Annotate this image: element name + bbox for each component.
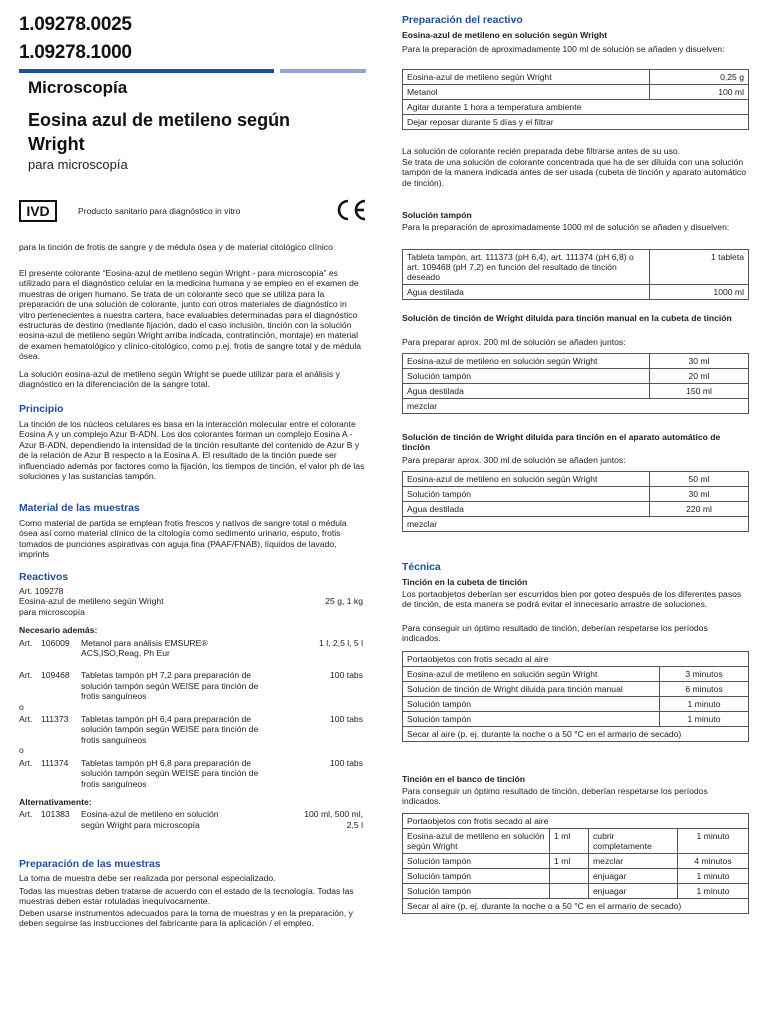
- art-number-1: 1.09278.0025: [19, 14, 132, 35]
- table-row: Eosina-azul de metileno según Wright 0,25 g: [403, 70, 749, 85]
- intro-purpose: para la tinción de frotis de sangre y de médula ósea y de material citológico clínico: [19, 242, 333, 252]
- table-row: Portaobjetos con frotis secado al aire: [403, 652, 749, 667]
- prep-reactivo-sub3: Solución de tinción de Wright diluida para tinción manual en la cubeta de tinción: [402, 313, 732, 323]
- prep-muestras-p3: Deben usarse instrumentos adecuados para la toma de muestras y en la preparación, y deben seguirse las instrucciones del fabricante para la aplicación / el empleo.: [19, 908, 353, 929]
- reagent-row: Art. 111374 Tabletas tampón pH 6,8 para preparación de solución tampón según WEISE para tinción de frotis sanguíneos 100 tabs: [19, 757, 363, 789]
- table-row: Tableta tampón, art. 111373 (pH 6,4), art. 111374 (pH 6,8) o art. 109468 (pH 7,2) en función del resultado de tinción deseado 1 tableta: [403, 250, 749, 285]
- header-rule-light: [280, 69, 366, 73]
- material-text: Como material de partida se emplean frotis frescos y nativos de sangre total o médula ósea así como material clínico de la citología como sedimento urinario, esputo, frotis tomados de punciones aspirativas con aguja fina (PAAF/FNAB), líquidos de lavado, imprints: [19, 518, 347, 560]
- prep-reactivo-heading: Preparación del reactivo: [402, 15, 523, 26]
- table-row: Solución tampón 1 ml mezclar 4 minutos: [403, 854, 749, 869]
- table-row: Agua destilada 220 ml: [403, 502, 749, 517]
- table-row: mezclar: [403, 517, 749, 532]
- table-row: Solución tampón 1 minuto: [403, 712, 749, 727]
- reagent-row: Art. 109468 Tabletas tampón pH 7,2 para preparación de solución tampón según WEISE para tinción de frotis sanguíneos 100 tabs: [19, 670, 363, 702]
- table-row: Dejar reposar durante 5 días y el filtrar: [403, 115, 749, 130]
- reagent-row: Art. 111373 Tabletas tampón pH 6,4 para preparación de solución tampón según WEISE para tinción de frotis sanguíneos 100 tabs: [19, 714, 363, 745]
- tecnica-p2: Para conseguir un óptimo resultado de tinción, deberían respetarse los períodos indicados.: [402, 623, 708, 644]
- prep-reactivo-sub4: Solución de tinción de Wright diluida para tinción en el aparato automático de tinción: [402, 432, 721, 453]
- principio-text: La tinción de los núcleos celulares es basa en la interacción molecular entre el colorante Eosina A y un complejo Azur B-ADN. Los dos colorantes forman un complejo Eosina A - Azur B-ADN, dependiendo la intensidad de la tinción resultante del contenido de Azur B y de la relación de Azur B respecto a la Eosina A. El resultado de la tinción puede ser influenciado además por factores como la fijación, los tiempos de tinción, el valor ph de las soluciones y las sustancias tampón.: [19, 419, 365, 482]
- prep-reactivo-intro3: Para preparar aprox. 200 ml de solución se añaden juntos:: [402, 337, 626, 347]
- or-separator: o: [19, 745, 24, 756]
- category-heading: Microscopía: [28, 78, 128, 97]
- table-row: Solución tampón 30 ml: [403, 487, 749, 502]
- table-row: Solución tampón 20 ml: [403, 369, 749, 384]
- table-row: Solución tampón enjuagar 1 minuto: [403, 884, 749, 899]
- tecnica-sub1: Tinción en la cubeta de tinción: [402, 577, 528, 587]
- table-manual-staining: [402, 353, 749, 414]
- table-row: Secar al aire (p. ej. durante la noche o a 50 °C en el armario de secado): [403, 727, 749, 742]
- reactivo-main-name: Eosina-azul de metileno según Wright: [19, 596, 164, 607]
- prep-reactivo-intro2: Para la preparación de aproximadamente 1000 ml de solución se añaden y disuelven:: [402, 222, 730, 232]
- reactivo-main-row: [19, 596, 363, 606]
- ivd-label: IVD: [26, 203, 50, 219]
- table-row: mezclar: [403, 399, 749, 414]
- prep-reactivo-sub2: Solución tampón: [402, 210, 472, 220]
- table-eosina-solution: [402, 69, 749, 130]
- product-subtitle: para microscopía: [28, 157, 128, 172]
- material-heading: Material de las muestras: [19, 503, 140, 514]
- table-row: Eosina-azul de metileno en solución según Wright 1 ml cubrir completamente 1 minuto: [403, 829, 749, 854]
- table-cuvette-technique: [402, 651, 749, 742]
- art-number-2: 1.09278.1000: [19, 42, 132, 63]
- prep-muestras-heading: Preparación de las muestras: [19, 859, 161, 870]
- ce-mark-icon: [334, 198, 368, 227]
- table-row: Solución de tinción de Wright diluida para tinción manual 6 minutos: [403, 682, 749, 697]
- prep-reactivo-note2: Se trata de una solución de colorante concentrada que ha de ser diluida con una solución tampón de la manera indicada antes de ser usada (cubeta de tinción y aparato automático de tinción).: [402, 157, 746, 188]
- reactivos-art-line: Art. 109278: [19, 586, 64, 596]
- table-row: Agitar durante 1 hora a temperatura ambiente: [403, 100, 749, 115]
- reactivos-heading: Reactivos: [19, 572, 69, 583]
- table-buffer-solution: [402, 249, 749, 300]
- prep-reactivo-intro1: Para la preparación de aproximadamente 100 ml de solución se añaden y disuelven:: [402, 44, 725, 54]
- ivd-box: [19, 200, 57, 222]
- header-rule-dark: [19, 69, 274, 73]
- prep-muestras-p1: La toma de muestra debe ser realizada por personal especializado.: [19, 873, 276, 883]
- table-row: Solución tampón enjuagar 1 minuto: [403, 869, 749, 884]
- intro-description: El presente colorante “Eosina-azul de metileno según Wright - para microscopía” es utilizado para el diagnóstico celular en la medicina humana y se empleo en el examen de muestras de origen humano. Se trata de un colorante seco que se utiliza para la preparación de una solución de colorante, junto con otros materiales de diagnóstico in vitro pertenecientes a nuestra cartera, hace evaluables determinadas para el diagnóstico estructuras de destino (mediante fijación, dado el caso inclusión, tinción con la solución eosina-azul de metileno según Wright arriba indicada, contratinción, montaje) en material de examen hematológico y clínico-citológico, como p.ej. frotis de sangre total y de médula ósea.: [19, 268, 362, 362]
- table-row: Eosina-azul de metileno en solución según Wright 3 minutos: [403, 667, 749, 682]
- table-row: Eosina-azul de metileno en solución según Wright 50 ml: [403, 472, 749, 487]
- table-row: Agua destilada 150 ml: [403, 384, 749, 399]
- reactivos-block: [19, 586, 363, 830]
- tecnica-p3: Para conseguir un óptimo resultado de tinción, deberían respetarse los períodos indicados.: [402, 786, 708, 807]
- principio-heading: Principio: [19, 404, 64, 415]
- necesario-heading: Necesario además:: [19, 625, 98, 636]
- prep-reactivo-intro4: Para preparar aprox. 300 ml de solución se añaden juntos:: [402, 455, 626, 465]
- prep-muestras-p2: Todas las muestras deben tratarse de acuerdo con el estado de la tecnología. Todas las muestras deben estar rotuladas inequívocamente.: [19, 886, 354, 907]
- prep-reactivo-sub1: Eosina-azul de metileno en solución según Wright: [402, 30, 608, 40]
- product-title: Eosina azul de metileno según Wright: [28, 110, 291, 154]
- table-row: Eosina-azul de metileno en solución según Wright 30 ml: [403, 354, 749, 369]
- prep-reactivo-note1: La solución de colorante recién preparada debe filtrarse antes de su uso.: [402, 146, 681, 156]
- or-separator: o: [19, 701, 24, 712]
- table-bench-technique: [402, 813, 749, 914]
- ivd-text: Producto sanitario para diagnóstico in vitro: [78, 206, 241, 216]
- table-automatic-staining: [402, 471, 749, 532]
- intro-usage: La solución eosina-azul de metileno según Wright se puede utilizar para el análisis y diagnóstico en la diferenciación de la sangre total.: [19, 369, 340, 390]
- table-row: Secar al aire (p. ej. durante la noche o a 50 °C en el armario de secado): [403, 899, 749, 914]
- reagent-row: Art. 106009 Metanol para análisis EMSURE® ACS,ISO,Reag. Ph Eur 1 l, 2,5 l, 5 l: [19, 637, 363, 659]
- tecnica-p1: Los portaobjetos deberían ser escurridos bien por goteo después de los diferentes pasos de tinción, de esta manera se podrá evitar el innecesario arrastre de soluciones.: [402, 589, 742, 610]
- table-row: Portaobjetos con frotis secado al aire: [403, 814, 749, 829]
- table-row: Solución tampón 1 minuto: [403, 697, 749, 712]
- reactivo-main-qty: 25 g, 1 kg: [325, 596, 363, 607]
- table-row: Metanol 100 ml: [403, 85, 749, 100]
- table-row: Agua destilada 1000 ml: [403, 285, 749, 300]
- reactivo-main-sub: para microscopía: [19, 606, 85, 617]
- tecnica-sub2: Tinción en el banco de tinción: [402, 774, 526, 784]
- reagent-row-alt: Art. 101383 Eosina-azul de metileno en solución según Wright para microscopía 100 ml, 500 ml, 2,5 l: [19, 809, 363, 830]
- alternativamente-heading: Alternativamente:: [19, 796, 92, 807]
- tecnica-heading: Técnica: [402, 562, 441, 573]
